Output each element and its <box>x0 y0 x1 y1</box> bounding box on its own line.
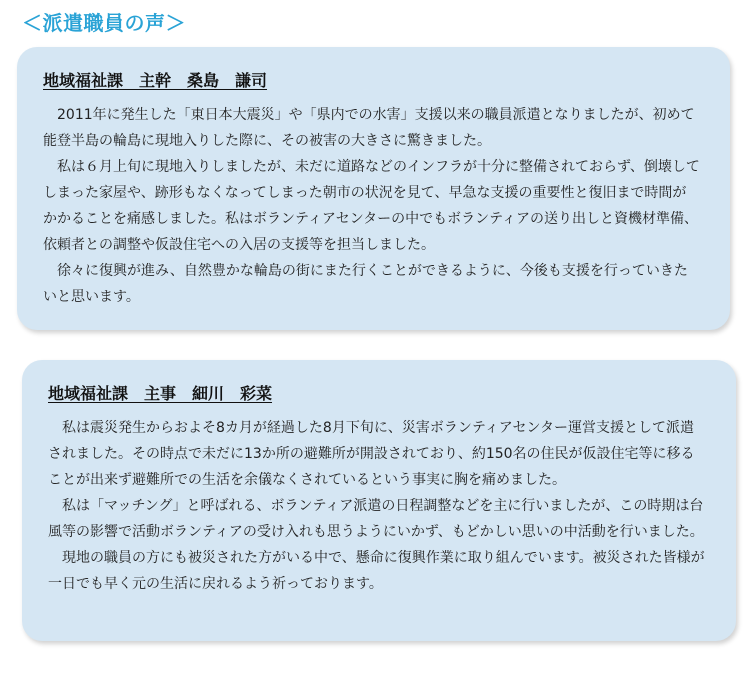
card-paragraph: 徐々に復興が進み、自然豊かな輪島の街にまた行くことができるように、今後も支援を行っていきたいと思います。 <box>43 263 688 305</box>
card-paragraph: 2011年に発生した「東日本大震災」や「県内での水害」支援以来の職員派遣となりましたが、初めて能登半島の輪島に現地入りした際に、その被害の大きさに驚きました。 <box>43 107 695 149</box>
card-body <box>43 102 700 310</box>
card-paragraph: 私は「マッチング」と呼ばれる、ボランティア派遣の日程調整などを主に行いましたが、この時期は台風等の影響で活動ボランティアの受け入れも思うようにいかず、もどかしい思いの中活動を行いました。 <box>48 498 704 540</box>
staff-voice-card <box>22 360 736 641</box>
staff-voice-card <box>17 47 730 330</box>
card-heading: 地域福祉課 主事 細川 彩菜 <box>48 384 273 403</box>
card-heading: 地域福祉課 主幹 桑島 謙司 <box>43 71 268 90</box>
card-paragraph: 私は６月上旬に現地入りしましたが、未だに道路などのインフラが十分に整備されておらず、倒壊してしまった家屋や、跡形もなくなってしまった朝市の状況を見て、早急な支援の重要性と復旧まで時間がかかることを痛感しました。私はボランティアセンターの中でもボランティアの送り出しと資機材準備、依頼者との調整や仮設住宅への入居の支援等を担当しました。 <box>43 159 700 253</box>
card-paragraph: 現地の職員の方にも被災された方がいる中で、懸命に復興作業に取り組んでいます。被災された皆様が一日でも早く元の生活に戻れるよう祈っております。 <box>48 550 705 592</box>
card-body <box>48 415 706 597</box>
card-paragraph: 私は震災発生からおよそ8カ月が経過した8月下旬に、災害ボランティアセンター運営支援として派遣されました。その時点で未だに13か所の避難所が開設されており、約150名の住民が仮設住宅等に移ることが出来ず避難所での生活を余儀なくされているという事実に胸を痛めました。 <box>48 420 695 488</box>
page-title: ＜派遣職員の声＞ <box>22 11 186 35</box>
